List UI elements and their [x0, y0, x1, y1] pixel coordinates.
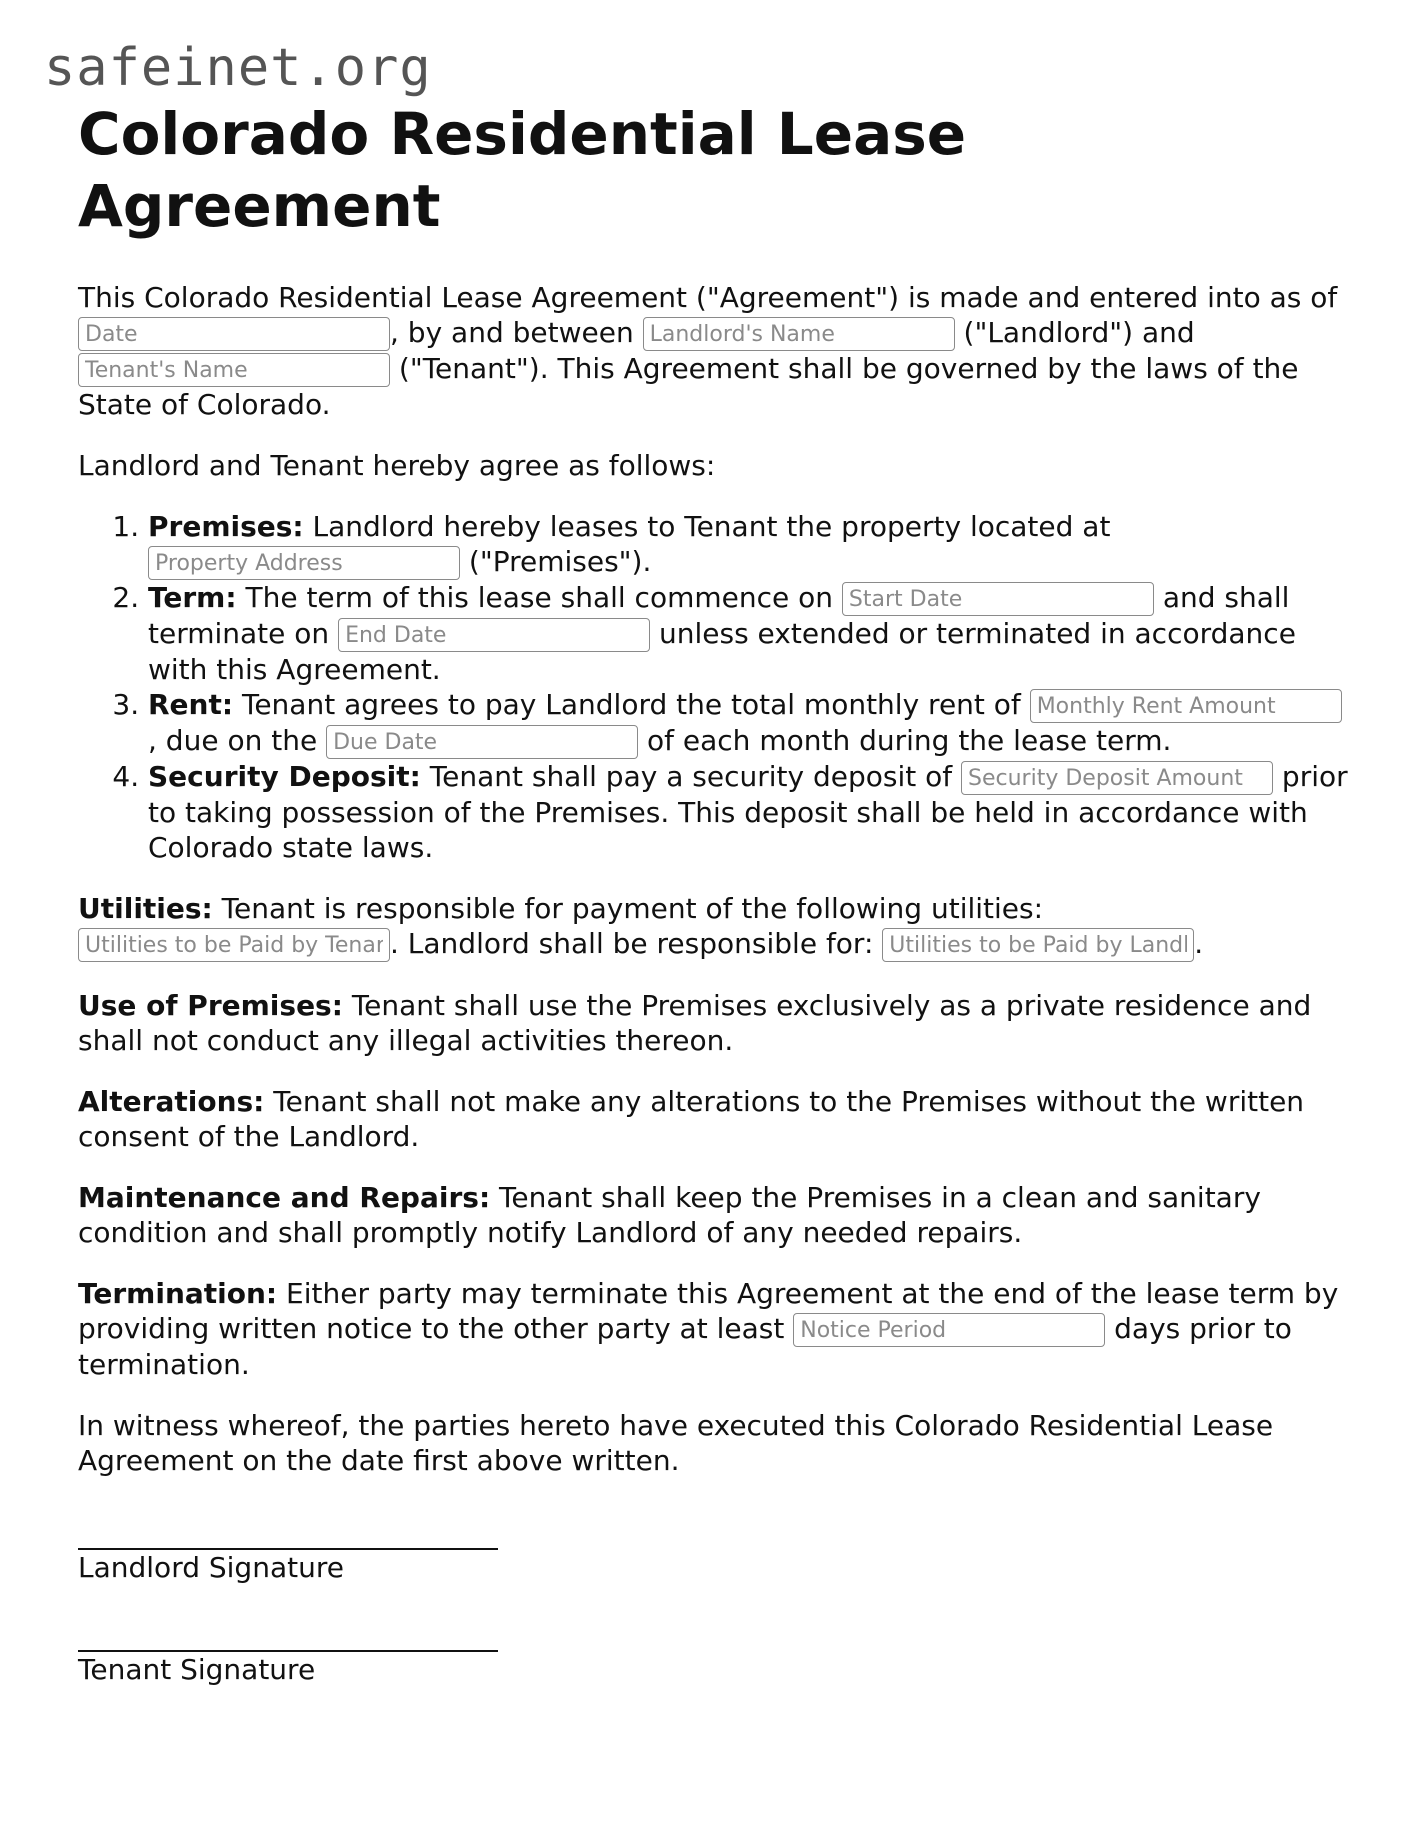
use-label: Use of Premises: [78, 989, 343, 1022]
document-body [78, 98, 1348, 1722]
term-text-1: The term of this lease shall commence on [245, 581, 834, 614]
due-date-input[interactable] [326, 725, 638, 759]
tenant-signature-line[interactable] [78, 1620, 498, 1652]
termination-label: Termination: [78, 1277, 278, 1310]
alterations-paragraph [78, 1084, 1348, 1154]
termination-text-1: Either party may terminate this Agreement at the end of the lease term by providing written notice to the other party at least [78, 1277, 1339, 1345]
agree-paragraph: Landlord and Tenant hereby agree as follows: [78, 449, 716, 482]
utilities-text-3: . [1194, 927, 1204, 960]
tenant-signature-block [78, 1620, 1348, 1688]
signature-section [78, 1518, 1348, 1688]
monthly-rent-input[interactable] [1030, 689, 1342, 723]
alterations-label: Alterations: [78, 1085, 265, 1118]
end-date-input[interactable] [338, 618, 650, 652]
notice-period-input[interactable] [793, 1313, 1105, 1347]
page-title: Colorado Residential Lease Agreement [78, 100, 967, 240]
intro-text-1: This Colorado Residential Lease Agreement ("Agreement") is made and entered into as of [78, 281, 1338, 314]
deposit-text-1: Tenant shall pay a security deposit of [429, 760, 953, 793]
maintenance-label: Maintenance and Repairs: [78, 1181, 491, 1214]
landlord-name-input[interactable] [643, 317, 955, 351]
term-text-3: unless extended or terminated in accordance with this Agreement. [148, 617, 1296, 686]
term-text-2: and shall terminate on [148, 581, 1290, 650]
intro-text-4: ("Tenant"). This Agreement shall be governed by the laws of the State of Colorado. [78, 352, 1299, 421]
landlord-utilities-input[interactable] [882, 928, 1194, 962]
intro-text-3: ("Landlord") and [963, 316, 1195, 349]
rent-text-2: , due on the [148, 724, 318, 757]
date-input[interactable] [78, 317, 390, 351]
witness-paragraph: In witness whereof, the parties hereto have executed this Colorado Residential Lease Agreement on the date first above written. [78, 1409, 1274, 1477]
intro-paragraph [78, 280, 1348, 422]
landlord-signature-block [78, 1518, 1348, 1586]
use-paragraph [78, 988, 1348, 1058]
utilities-text-1: Tenant is responsible for payment of the following utilities: [221, 892, 1044, 925]
utilities-paragraph [78, 891, 1348, 962]
term-label: Term: [148, 581, 237, 614]
use-text: Tenant shall use the Premises exclusively as a private residence and shall not conduct any illegal activities thereon. [78, 989, 1312, 1057]
tenant-name-input[interactable] [78, 353, 390, 387]
utilities-label: Utilities: [78, 892, 213, 925]
deposit-text-2: prior to taking possession of the Premises. This deposit shall be held in accordance with Colorado state laws. [148, 760, 1348, 864]
deposit-label: Security Deposit: [148, 760, 421, 793]
tenant-signature-label: Tenant Signature [78, 1653, 316, 1686]
start-date-input[interactable] [842, 582, 1154, 616]
premises-label: Premises: [148, 510, 304, 543]
maintenance-paragraph [78, 1180, 1348, 1250]
termination-paragraph [78, 1276, 1348, 1382]
premises-text-1: Landlord hereby leases to Tenant the property located at [312, 510, 1111, 543]
list-item-deposit [148, 759, 1348, 865]
rent-label: Rent: [148, 688, 234, 721]
maintenance-text: Tenant shall keep the Premises in a clean and sanitary condition and shall promptly notify Landlord of any needed repairs. [78, 1181, 1261, 1249]
utilities-text-2: . Landlord shall be responsible for: [390, 927, 874, 960]
list-item-premises [148, 509, 1348, 580]
rent-text-1: Tenant agrees to pay Landlord the total monthly rent of [241, 688, 1021, 721]
rent-text-3: of each month during the lease term. [647, 724, 1172, 757]
landlord-signature-line[interactable] [78, 1518, 498, 1550]
premises-text-2: ("Premises"). [468, 545, 652, 578]
intro-text-2: , by and between [390, 316, 634, 349]
landlord-signature-label: Landlord Signature [78, 1551, 344, 1584]
tenant-utilities-input[interactable] [78, 928, 390, 962]
list-item-term [148, 580, 1348, 687]
termination-text-2: days prior to termination. [78, 1312, 1292, 1381]
list-item-rent [148, 687, 1348, 759]
alterations-text: Tenant shall not make any alterations to the Premises without the written consent of the Landlord. [78, 1085, 1305, 1153]
security-deposit-input[interactable] [961, 761, 1273, 795]
property-address-input[interactable] [148, 546, 460, 580]
watermark: safeinet.org [44, 38, 432, 98]
terms-list [78, 509, 1348, 865]
